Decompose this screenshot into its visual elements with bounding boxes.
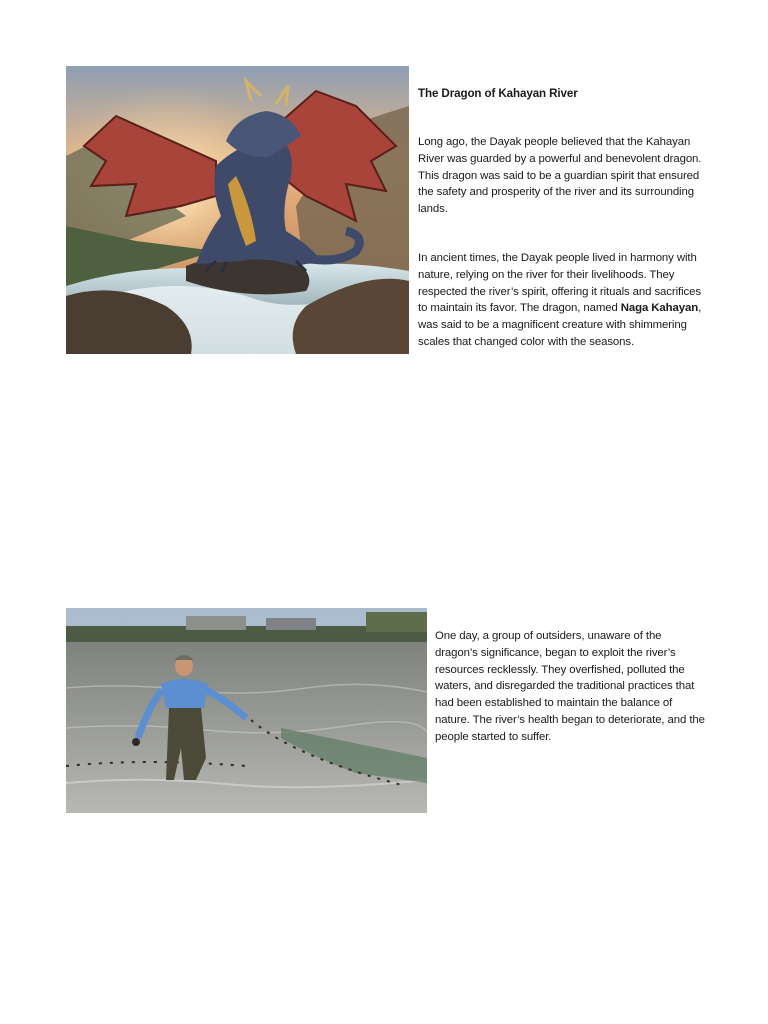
paragraph-intro [418,134,708,218]
paragraph-text: Long ago, the Dayak people believed that the Kahayan River was guarded by a powerful and benevolent dragon. This dragon was said to be a guardian spirit that ensured the safety and prosperity of the river and its surrounding lands. [418,136,702,216]
paragraph-text-start: In ancient times, the Dayak people lived in harmony with nature, relying on the river for their livelihoods. They respected the river’s spirit, offering it rituals and sacrifices to maintain its favor. The dragon, named [418,252,701,315]
paragraph-ancient-times [418,250,708,351]
paragraph-outsiders [435,628,707,746]
document-title: The Dragon of Kahayan River [418,87,578,100]
paragraph-text-end: , was said to be a magnificent creature with shimmering scales that changed color with the seasons. [418,302,702,348]
dragon-illustration [66,66,409,354]
dragon-name: Naga Kahayan [620,302,699,315]
paragraph-text: One day, a group of outsiders, unaware of the dragon’s significance, began to exploit the river’s resources recklessly. They overfished, polluted the waters, and disregarded the traditional practices that had been established to maintain the balance of nature. The river’s health began to deteriorate, and the people started to suffer. [435,630,705,743]
fisherman-photo [66,608,427,813]
paragraph-text [418,250,708,351]
